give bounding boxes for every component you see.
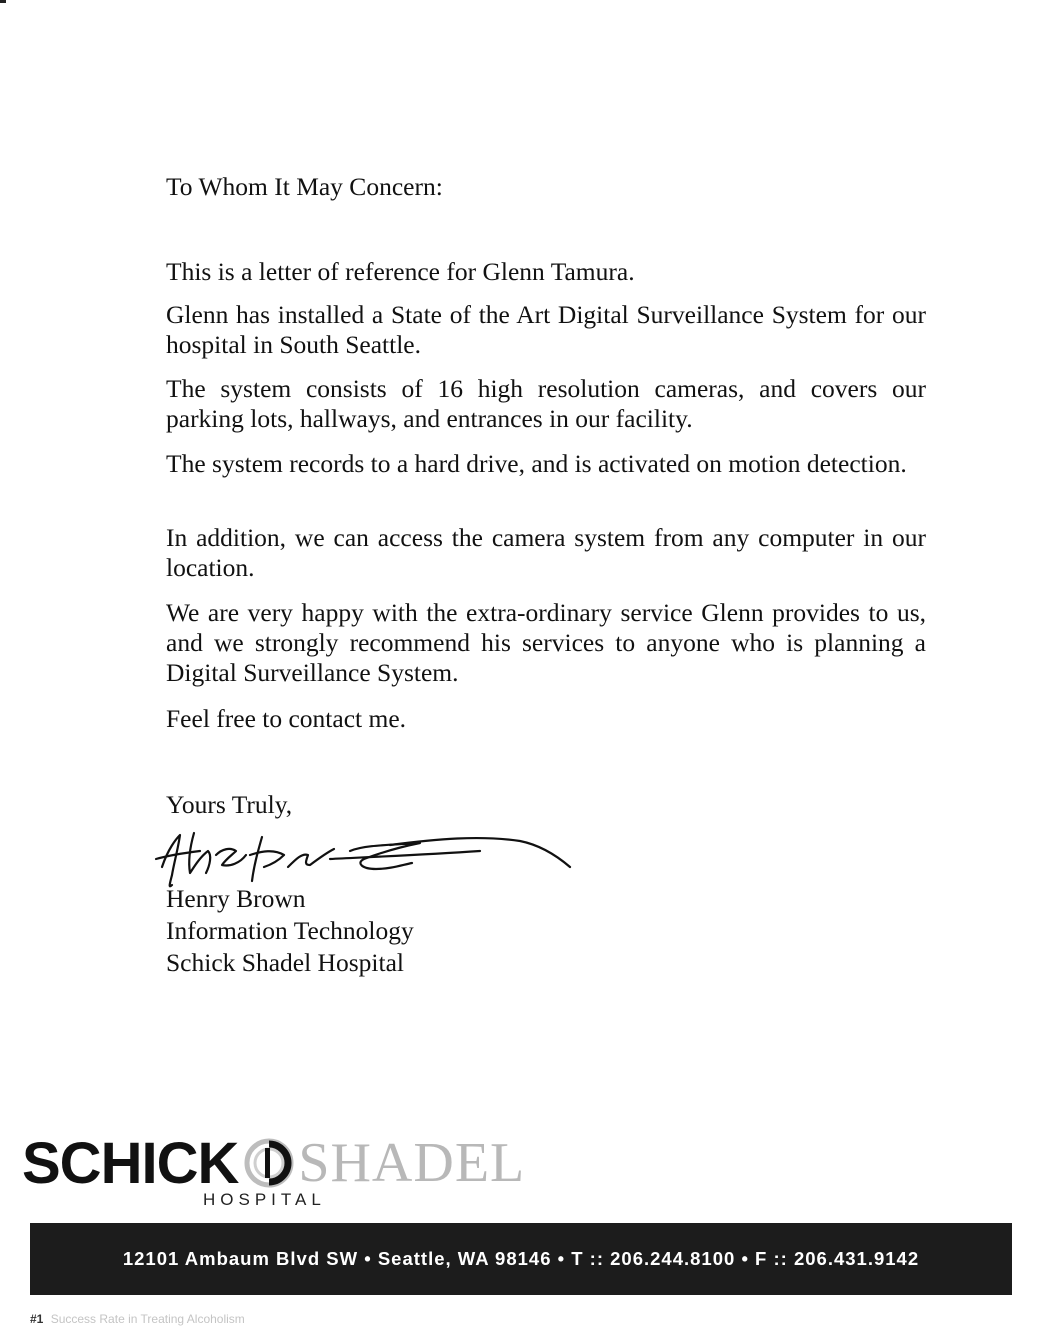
scan-mark	[0, 0, 6, 3]
paragraph-installation: Glenn has installed a State of the Art Digital Surveillance System for our hospital in South Seattle.	[166, 300, 926, 359]
paragraph-cameras: The system consists of 16 high resolution cameras, and covers our parking lots, hallways, and entrances in our facility.	[166, 374, 926, 433]
tagline-number: #1	[30, 1312, 44, 1326]
paragraph-recommendation: We are very happy with the extra-ordinary service Glenn provides to us, and we strongly recommend his services to anyone who is planning a Digital Surveillance System.	[166, 598, 926, 687]
address-line: 12101 Ambaum Blvd SW • Seattle, WA 98146 • T :: 206.244.8100 • F :: 206.431.9142	[122, 1248, 920, 1269]
greeting: To Whom It May Concern:	[166, 172, 443, 201]
logo-schick: SCHICK	[22, 1130, 239, 1196]
closing: Yours Truly,	[166, 790, 293, 819]
signer-title: Information Technology	[166, 916, 414, 945]
paragraph-recording: The system records to a hard drive, and is activated on motion detection.	[166, 449, 907, 478]
tagline	[30, 1312, 245, 1326]
paragraph-access: In addition, we can access the camera system from any computer in our location.	[166, 523, 926, 582]
signer-name: Henry Brown	[166, 884, 306, 913]
address-bar	[30, 1223, 1012, 1295]
paragraph-intro: This is a letter of reference for Glenn Tamura.	[166, 257, 635, 286]
handwritten-signature-icon	[150, 815, 580, 895]
tagline-text: Success Rate in Treating Alcoholism	[50, 1312, 245, 1326]
logo-shadel: SHADEL	[298, 1132, 526, 1194]
hospital-logo-icon	[242, 1136, 296, 1190]
hospital-logo	[22, 1128, 525, 1198]
paragraph-contact: Feel free to contact me.	[166, 704, 407, 733]
logo-subtitle: HOSPITAL	[203, 1190, 326, 1209]
signer-organization: Schick Shadel Hospital	[166, 948, 404, 977]
